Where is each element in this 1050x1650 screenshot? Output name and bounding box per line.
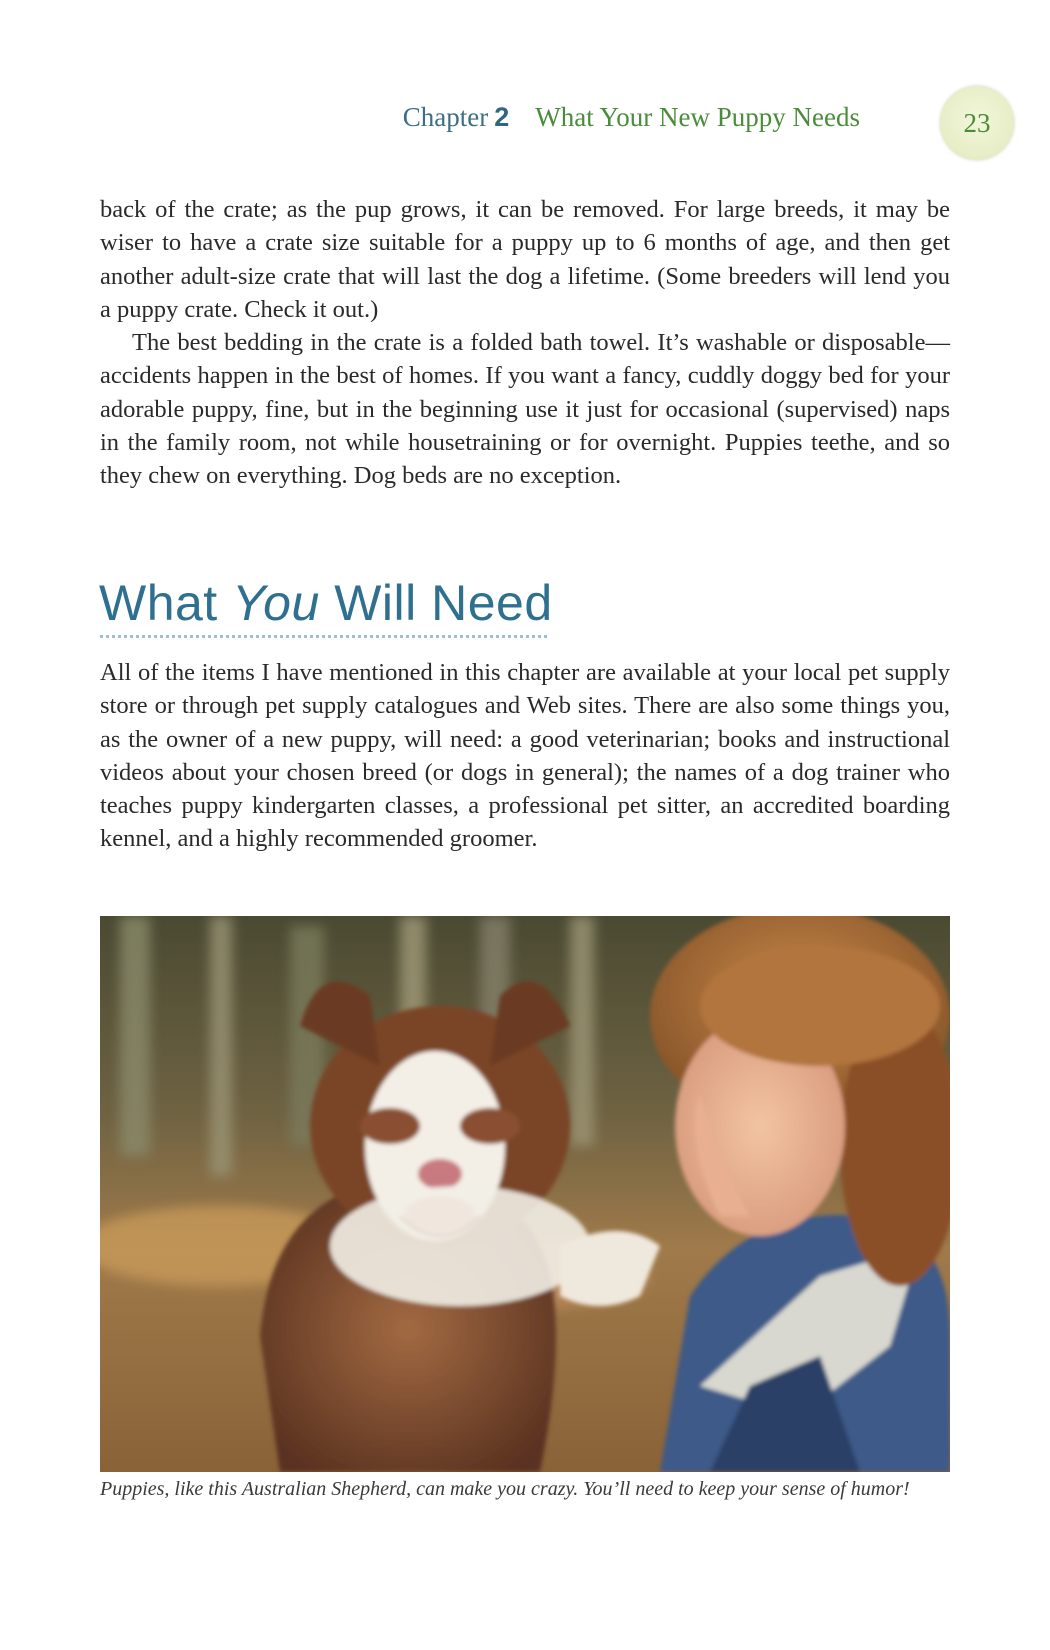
paragraph-text: The best bedding in the crate is a folded bath towel. It’s washable or disposable—accidents happen in the best of homes. If you want a fancy, cuddly doggy bed for your adorable puppy, fine, but in the beginning use it just for occasional (supervised) naps in the family room, not while housetraining or for overnight. Puppies teethe, and so they chew on everything. Dog beds are no exception. bbox=[100, 329, 950, 490]
paragraph-text: All of the items I have mentioned in this chapter are available at your local pet supply store or through pet supply catalogues and Web sites. There are also some things you, as the owner of a new puppy, will need: a good veterinarian; books and instructional videos about your chosen breed (or dogs in general); the names of a dog trainer who teaches puppy kindergarten classes, a professional pet sitter, an accredited boarding kennel, and a highly recommended groomer. bbox=[100, 659, 950, 853]
heading-dotted-rule bbox=[100, 635, 547, 638]
page-number: 23 bbox=[940, 86, 1014, 160]
paragraph-text: back of the crate; as the pup grows, it can be removed. For large breeds, it may be wiser to have a crate size suitable for a puppy up to 6 months of age, and then get another adult-size crate that will last the dog a lifetime. (Some breeders will lend you a puppy crate. Check it out.) bbox=[100, 196, 950, 323]
body-paragraph-2 bbox=[100, 326, 950, 492]
section-heading bbox=[99, 575, 553, 631]
photo-illustration bbox=[100, 916, 950, 1472]
running-head bbox=[403, 102, 860, 133]
heading-emphasis: You bbox=[232, 575, 320, 631]
body-paragraph-1 bbox=[100, 193, 950, 326]
chapter-label: Chapter bbox=[402, 102, 489, 132]
puppy-photo bbox=[100, 916, 950, 1472]
heading-part: Will Need bbox=[319, 575, 553, 631]
chapter-title: What Your New Puppy Needs bbox=[535, 102, 860, 132]
body-paragraph-3 bbox=[100, 656, 950, 856]
heading-part: What bbox=[99, 575, 233, 631]
photo-caption: Puppies, like this Australian Shepherd, can make you crazy. You’ll need to keep your sense of humor! bbox=[100, 1478, 910, 1500]
chapter-number: 2 bbox=[494, 102, 510, 132]
